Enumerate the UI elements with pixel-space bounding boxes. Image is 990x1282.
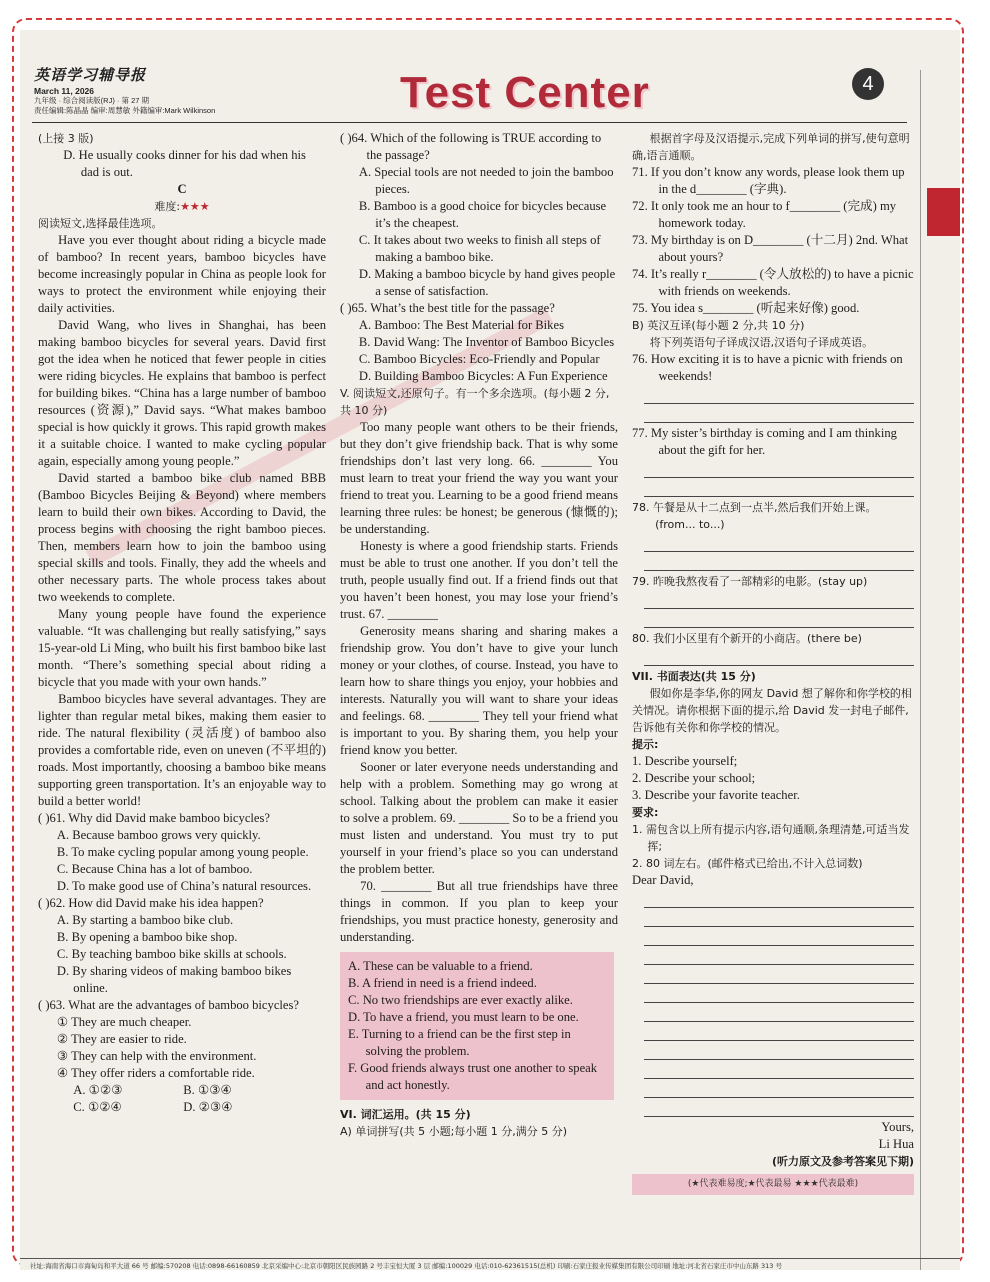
editor-info: 责任编辑:陈晶晶 编审:周慧敏 外籍编审:Mark Wilkinson	[34, 106, 216, 115]
newspaper-logo: 英语学习辅导报	[34, 66, 147, 84]
question-77: 77. My sister’s birthday is coming and I am thinking about the gift for her.	[632, 426, 897, 457]
hint-item: 1. Describe yourself;	[632, 754, 738, 768]
option: D. To make good use of China’s natural resources.	[56, 879, 312, 893]
answer-lines	[632, 649, 914, 666]
passage-paragraph: Many young people have found the experience valuable. “It was challenging but really satisfying,” says 15-year-old Li Ming, who built his first bamboo bike last month. “There’s something special about riding a bicycle that you made with your own hands.”	[38, 607, 326, 689]
question-63: ( )63. What are the advantages of bamboo bicycles?	[38, 998, 299, 1012]
passage-paragraph: David Wang, who lives in Shanghai, has been making bamboo bicycles for several years. David first got the idea when he noticed that fewer people in cities were riding bicycles. He explains that bamboo is perfect for building bikes. “China has a large number of bamboo resources (资源),” David says. “What makes bamboo special is how quickly it grows. This rapid growth makes it a suitable choice. I wanted to make cycling popular again, especially among young people.”	[38, 318, 326, 468]
requirements-label: 要求:	[632, 806, 659, 819]
question-79: 79. 昨晚我熬夜看了一部精彩的电影。(stay up)	[632, 575, 868, 588]
box-option: A. These can be valuable to a friend.	[348, 959, 533, 973]
option: D. By sharing videos of making bamboo bikes online.	[56, 964, 292, 995]
page-header	[20, 30, 960, 125]
option: B. Bamboo is a good choice for bicycles because it’s the cheapest.	[358, 199, 607, 230]
section-7-title: VII. 书面表达(共 15 分)	[632, 670, 756, 683]
email-signature: Li Hua	[878, 1137, 914, 1151]
option: C. ①②④	[73, 1100, 122, 1114]
page-number-badge: 4	[852, 68, 884, 100]
option: C. Because China has a lot of bamboo.	[56, 862, 253, 876]
section-b-title: B) 英汉互译(每小题 2 分,共 10 分)	[632, 319, 805, 332]
passage-paragraph: Too many people want others to be their friends, but they don’t give friendship back. That is why some friendships don’t last very long. 66. ________ You must learn to treat your friend the way you want your friend to treat you. Learning to be a good friend means learning three rules: be honest; be generous (慷慨的); be understanding.	[340, 420, 618, 536]
box-option: B. A friend in need is a friend indeed.	[348, 976, 537, 990]
question-74: 74. It’s really r________ (令人放松的) to have a picnic with friends on weekends.	[632, 267, 914, 298]
page-footer: 社址:海南省海口市海甸岛和平大道 66 号 邮编:570208 电话:0898-66160859 北京采编中心:北京市朝阳区民族园路 2 号丰宝恒大厦 3 层 邮编:100029 电话:010-62361515(总机) 印刷:石家庄报业传媒集团有限公司印刷 地址:河北省石家庄市中山东路 313 号	[20, 1258, 960, 1270]
difficulty-rating	[38, 198, 326, 215]
statement-item: ① They are much cheaper.	[56, 1015, 192, 1029]
passage-paragraph: Have you ever thought about riding a bicycle made of bamboo? In recent years, bamboo bicycles have become increasingly popular in China as people look for ways to protect the environment while enjoying their daily activities.	[38, 233, 326, 315]
issue-date: March 11, 2026	[34, 86, 95, 96]
answer-lines	[632, 461, 914, 497]
spelling-instruction: 根据首字母及汉语提示,完成下列单词的拼写,使句意明确,语言通顺。	[632, 132, 910, 162]
issue-meta	[34, 86, 215, 116]
answer-lines	[632, 592, 914, 628]
answer-lines	[632, 535, 914, 571]
box-option: F. Good friends always trust one another to speak and act honestly.	[348, 1061, 598, 1092]
newspaper-page	[20, 30, 960, 1270]
box-option: D. To have a friend, you must learn to be one.	[348, 1010, 579, 1024]
email-greeting: Dear David,	[632, 873, 694, 887]
difficulty-label: 难度:	[154, 200, 181, 213]
statement-item: ④ They offer riders a comfortable ride.	[56, 1066, 255, 1080]
box-option: E. Turning to a friend can be the first step in solving the problem.	[348, 1027, 571, 1058]
option: A. ①②③	[73, 1083, 123, 1097]
column-2	[340, 130, 618, 1140]
option: B. By opening a bamboo bike shop.	[56, 930, 238, 944]
question-75: 75. You idea s________ (听起来好像) good.	[632, 301, 860, 315]
writing-lines	[632, 891, 914, 1117]
difficulty-stars: ★★★	[180, 200, 210, 213]
passage-paragraph: Sooner or later everyone needs understanding and help with a problem. Something may go wrong at school. Talking about the problem can make it easier to solve a problem. 69. ________ So to be a friend you must listen and understand. You must try to put yourself in your friend’s place so you can understand the problem better.	[340, 760, 618, 876]
adjacent-page-strip	[920, 70, 960, 1270]
passage-paragraph: Generosity means sharing and sharing makes a friendship grow. You don’t have to give your lunch money or your clothes, of course. Instead, you have to learn how to share things you enjoy, your hobbies and interests. Naturally you will want to share your ideas and feelings. 68. ________ They tell your friend what is important to you. By sharing them, you help your friend know you better.	[340, 624, 618, 757]
email-closing: Yours,	[881, 1120, 914, 1134]
adjacent-page-banner	[927, 188, 960, 236]
question-80: 80. 我们小区里有个新开的小商店。(there be)	[632, 632, 862, 645]
question-61: ( )61. Why did David make bamboo bicycles?	[38, 811, 270, 825]
option: C. By teaching bamboo bike skills at schools.	[56, 947, 287, 961]
issue-info: 九年级 · 综合阅读版(RJ) · 第 27 期	[34, 96, 150, 105]
hints-label: 提示:	[632, 738, 659, 751]
option: D. Building Bamboo Bicycles: A Fun Experience	[358, 369, 608, 383]
hint-item: 2. Describe your school;	[632, 771, 756, 785]
reading-instruction: 阅读短文,选择最佳选项。	[38, 217, 163, 230]
passage-paragraph: 70. ________ But all true friendships have three things in common. If you plan to keep your friendships, you must practice honesty, generosity and understanding.	[340, 879, 618, 944]
section-6a-title: A) 单词拼写(共 5 小题;每小题 1 分,满分 5 分)	[340, 1125, 568, 1138]
answer-note: (听力原文及参考答案见下期)	[771, 1155, 914, 1168]
column-1	[38, 130, 326, 1116]
option: B. David Wang: The Inventor of Bamboo Bicycles	[358, 335, 615, 349]
options-box	[340, 952, 614, 1100]
option: D. Making a bamboo bicycle by hand gives people a sense of satisfaction.	[358, 267, 616, 298]
statement-item: ② They are easier to ride.	[56, 1032, 187, 1046]
requirement-item: 1. 需包含以上所有提示内容,语句通顺,条理清楚,可适当发挥;	[632, 823, 910, 853]
question-71: 71. If you don’t know any words, please look them up in the d________ (字典).	[632, 165, 905, 196]
question-62: ( )62. How did David make his idea happen?	[38, 896, 264, 910]
difficulty-legend: (★代表难易度;★代表最易 ★★★代表最难)	[632, 1174, 914, 1195]
translation-instruction: 将下列英语句子译成汉语,汉语句子译成英语。	[649, 336, 874, 349]
options-row	[38, 1082, 326, 1099]
passage-paragraph: David started a bamboo bike club named BBB (Bamboo Bicycles Beijing & Beyond) where members learn to build their own bikes. According to David, the process begins with choosing the right bamboo pieces. Then, members learn how to join the bamboo using special skills and tools. Finally, they add the wheels and other necessary parts. The whole process takes about two weekends to complete.	[38, 471, 326, 604]
option: A. Because bamboo grows very quickly.	[56, 828, 261, 842]
option: B. To make cycling popular among young people.	[56, 845, 309, 859]
question-65: ( )65. What’s the best title for the passage?	[340, 301, 555, 315]
page-title: Test Center	[400, 68, 650, 117]
question-73: 73. My birthday is on D________ (十二月) 2nd. What about yours?	[632, 233, 909, 264]
section-letter: C	[177, 182, 187, 196]
passage-paragraph: Bamboo bicycles have several advantages. They are lighter than regular metal bikes, making them easier to ride. The natural flexibility (灵活度) of bamboo also provides a comfortable ride, even on uneven (不平坦的) roads. Most importantly, choosing a bamboo bike means supporting green transportation. It’s an enjoyable way to build a better world!	[38, 692, 326, 808]
option: A. By starting a bamboo bike club.	[56, 913, 234, 927]
option: D. ②③④	[183, 1100, 233, 1114]
question-64: ( )64. Which of the following is TRUE according to the passage?	[340, 131, 602, 162]
answer-lines	[632, 387, 914, 423]
writing-prompt: 假如你是李华,你的网友 David 想了解你和你学校的相关情况。请你根据下面的提示,给 David 发一封电子邮件,告诉他有关你和你学校的情况。	[632, 687, 912, 734]
box-option: C. No two friendships are ever exactly alike.	[348, 993, 573, 1007]
option: A. Bamboo: The Best Material for Bikes	[358, 318, 564, 332]
question-72: 72. It only took me an hour to f________ (完成) my homework today.	[632, 199, 897, 230]
question-78	[632, 499, 914, 533]
options-row	[38, 1099, 326, 1116]
column-3	[632, 130, 914, 1195]
question-78-text: 78. 午餐是从十二点到一点半,然后我们开始上课。	[632, 501, 877, 514]
option: C. Bamboo Bicycles: Eco-Friendly and Popular	[358, 352, 600, 366]
question-76: 76. How exciting it is to have a picnic with friends on weekends!	[632, 352, 903, 383]
requirement-item: 2. 80 词左右。(邮件格式已给出,不计入总词数)	[632, 857, 863, 870]
hint-item: 3. Describe your favorite teacher.	[632, 788, 800, 802]
prev-option-d: D. He usually cooks dinner for his dad when his dad is out.	[63, 148, 306, 179]
section-5-title: V. 阅读短文,还原句子。有一个多余选项。(每小题 2 分,共 10 分)	[340, 387, 610, 417]
continued-note: (上接 3 版)	[38, 132, 94, 145]
passage-paragraph: Honesty is where a good friendship starts. Friends must be able to trust one another. If you don’t tell the truth, people usually find out. If a friend finds out that you haven’t been honest, you may lose your friend’s trust. 67. ________	[340, 539, 618, 621]
header-rule	[32, 122, 907, 123]
question-78-hint: (from... to...)	[655, 518, 725, 531]
option: B. ①③④	[183, 1083, 232, 1097]
statement-item: ③ They can help with the environment.	[56, 1049, 257, 1063]
option: A. Special tools are not needed to join the bamboo pieces.	[358, 165, 614, 196]
section-6-title: VI. 词汇运用。(共 15 分)	[340, 1108, 471, 1121]
option: C. It takes about two weeks to finish all steps of making a bamboo bike.	[358, 233, 601, 264]
